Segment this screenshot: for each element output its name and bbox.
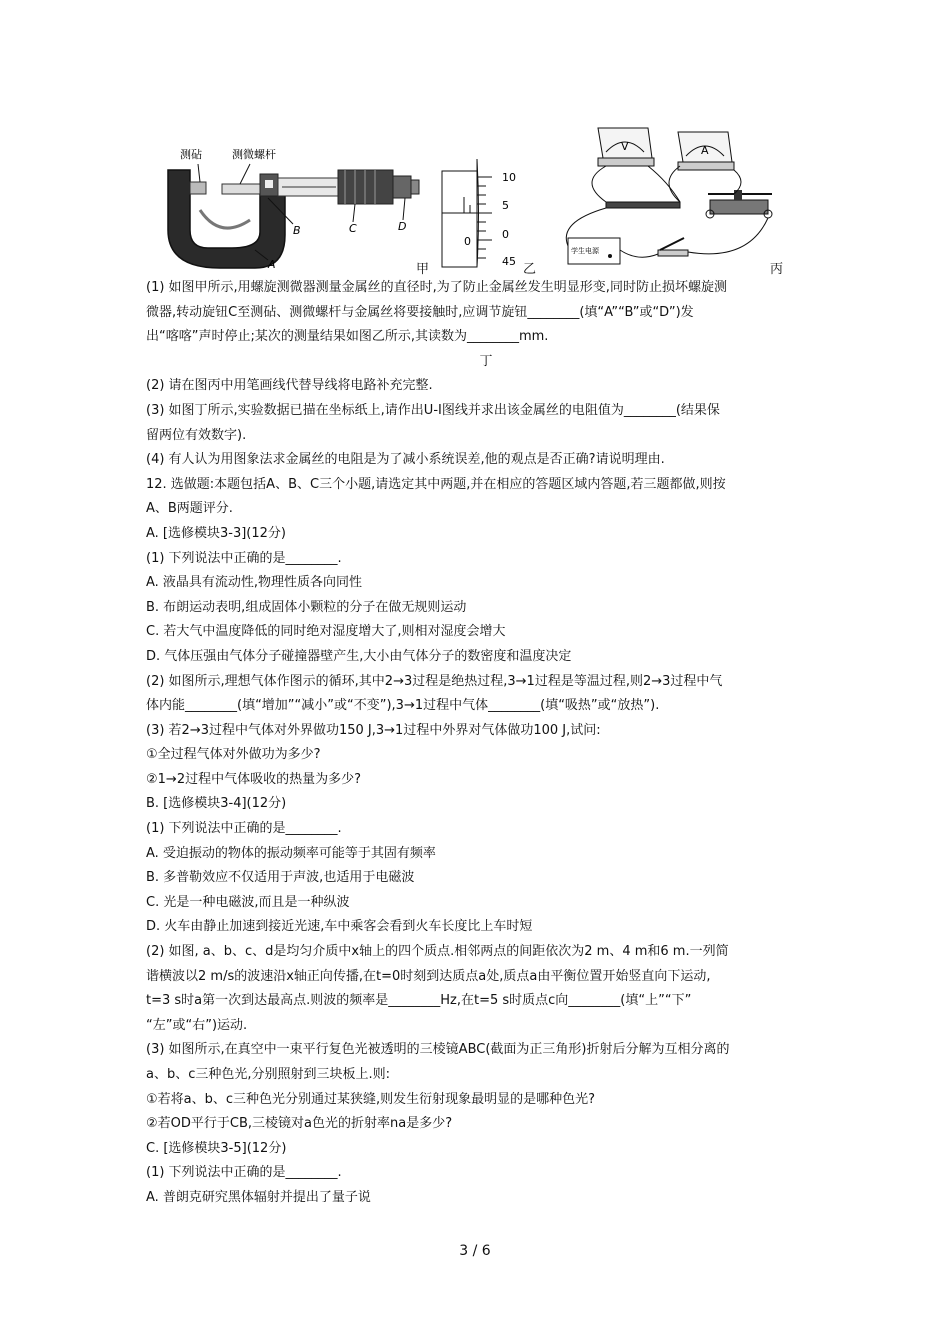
anvil-label: 测砧 — [180, 148, 202, 161]
text-line: (1) 下列说法中正确的是________. — [146, 821, 342, 837]
text-line: 12. 选做题:本题包括A、B、C三个小题,请选定其中两题,并在相应的答题区域内答题,若三题都做,则按 — [146, 476, 726, 492]
ammeter-icon — [678, 132, 734, 170]
text-line: (1) 下列说法中正确的是________. — [146, 1165, 342, 1181]
svg-text:A: A — [701, 144, 709, 157]
circuit-figure — [548, 122, 798, 274]
option-line: A. 液晶具有流动性,物理性质各向同性 — [146, 575, 363, 591]
text-line: t=3 s时a第一次到达最高点.则波的频率是________Hz,在t=5 s时质点c向________(填“上”“下” — [146, 993, 692, 1009]
option-line: C. 若大气中温度降低的同时绝对湿度增大了,则相对湿度会增大 — [146, 624, 506, 640]
knob-a-label: A — [268, 258, 276, 271]
page-number: 3 / 6 — [459, 1243, 491, 1259]
text-line: a、b、c三种色光,分别照射到三块板上.则: — [146, 1067, 391, 1082]
figure-yi-caption: 乙 — [523, 262, 537, 277]
scale-tick-10: 10 — [502, 171, 516, 184]
text-line: 体内能________(填“增加”“减小”或“不变”),3→1过程中气体________(填“吸热”或“放热”). — [146, 698, 660, 714]
text-line: (3) 若2→3过程中气体对外界做功150 J,3→1过程中外界对气体做功100 J,试问: — [146, 722, 601, 738]
knob-c-label: C — [349, 222, 357, 235]
text-line: (1) 如图甲所示,用螺旋测微器测量金属丝的直径时,为了防止金属丝发生明显形变,同时防止损坏螺旋测 — [146, 280, 727, 295]
main-scale-zero: 0 — [464, 235, 471, 248]
text-line: A、B两题评分. — [146, 501, 233, 517]
scale-tick-0: 0 — [502, 228, 509, 241]
option-line: D. 气体压强由气体分子碰撞器壁产生,大小由气体分子的数密度和温度决定 — [146, 648, 572, 664]
option-line: B. 布朗运动表明,组成固体小颗粒的分子在做无规则运动 — [146, 599, 467, 615]
rheostat-icon — [706, 190, 772, 218]
svg-text:学生电源: 学生电源 — [571, 247, 599, 255]
text-line: (2) 如图, a、b、c、d是均匀介质中x轴上的四个质点.相邻两点的间距依次为2 m、4 m和6 m.一列简 — [146, 944, 729, 960]
section-heading: B. [选修模块3-4](12分) — [146, 796, 287, 812]
scale-reading-figure — [440, 157, 540, 269]
figure-ding-caption: 丁 — [479, 353, 493, 369]
text-line: (1) 下列说法中正确的是________. — [146, 550, 342, 566]
section-heading: A. [选修模块3-3](12分) — [146, 525, 286, 541]
svg-text:V: V — [621, 140, 629, 153]
knob-d-label: D — [398, 220, 407, 233]
text-line: ①若将a、b、c三种色光分别通过某狭缝,则发生衍射现象最明显的是哪种色光? — [146, 1091, 596, 1107]
scale-tick-45: 45 — [502, 255, 516, 268]
section-heading: C. [选修模块3-5](12分) — [146, 1140, 287, 1156]
knob-b-label: B — [293, 224, 301, 237]
figure-jia-caption: 甲 — [416, 262, 430, 277]
text-line: (3) 如图丁所示,实验数据已描在坐标纸上,请作出U-I图线并求出该金属丝的电阻值为________(结果保 — [146, 402, 720, 418]
text-line: 出“喀喀”声时停止;某次的测量结果如图乙所示,其读数为________mm. — [146, 329, 549, 345]
option-line: A. 受迫振动的物体的振动频率可能等于其固有频率 — [146, 845, 436, 861]
text-line: ②若OD平行于CB,三棱镜对a色光的折射率na是多少? — [146, 1116, 453, 1132]
switch-icon — [658, 238, 688, 256]
text-line: 谐横波以2 m/s的波速沿x轴正向传播,在t=0时刻到达质点a处,质点a由平衡位置开始竖直向下运动, — [146, 968, 711, 984]
text-line: ①全过程气体对外做功为多少? — [146, 747, 321, 763]
spindle-label: 测微螺杆 — [232, 148, 276, 161]
scale-tick-5: 5 — [502, 199, 509, 212]
power-supply-icon — [568, 238, 620, 264]
text-line: (4) 有人认为用图象法求金属丝的电阻是为了减小系统误差,他的观点是否正确?请说明理由. — [146, 452, 665, 468]
text-line: 留两位有效数字). — [146, 427, 247, 443]
question-text — [146, 276, 826, 1211]
text-line: “左”或“右”)运动. — [146, 1017, 248, 1033]
option-line: C. 光是一种电磁波,而且是一种纵波 — [146, 894, 350, 910]
option-line: A. 普朗克研究黑体辐射并提出了量子说 — [146, 1189, 371, 1205]
text-line: (2) 如图所示,理想气体作图示的循环,其中2→3过程是绝热过程,3→1过程是等温过程,则2→3过程中气 — [146, 673, 723, 689]
text-line: (3) 如图所示,在真空中一束平行复色光被透明的三棱镜ABC(截面为正三角形)折射后分解为互相分离的 — [146, 1042, 730, 1058]
micrometer-figure — [160, 140, 425, 275]
figure-bing-caption: 丙 — [770, 262, 784, 277]
text-line: 微器,转动旋钮C至测砧、测微螺杆与金属丝将要接触时,应调节旋钮________(填“A”“B”或“D”)发 — [146, 304, 694, 320]
option-line: D. 火车由静止加速到接近光速,车中乘客会看到火车长度比上车时短 — [146, 919, 533, 935]
text-line: (2) 请在图丙中用笔画线代替导线将电路补充完整. — [146, 378, 433, 394]
option-line: B. 多普勒效应不仅适用于声波,也适用于电磁波 — [146, 870, 415, 886]
text-line: ②1→2过程中气体吸收的热量为多少? — [146, 771, 361, 787]
voltmeter-icon — [598, 128, 654, 166]
